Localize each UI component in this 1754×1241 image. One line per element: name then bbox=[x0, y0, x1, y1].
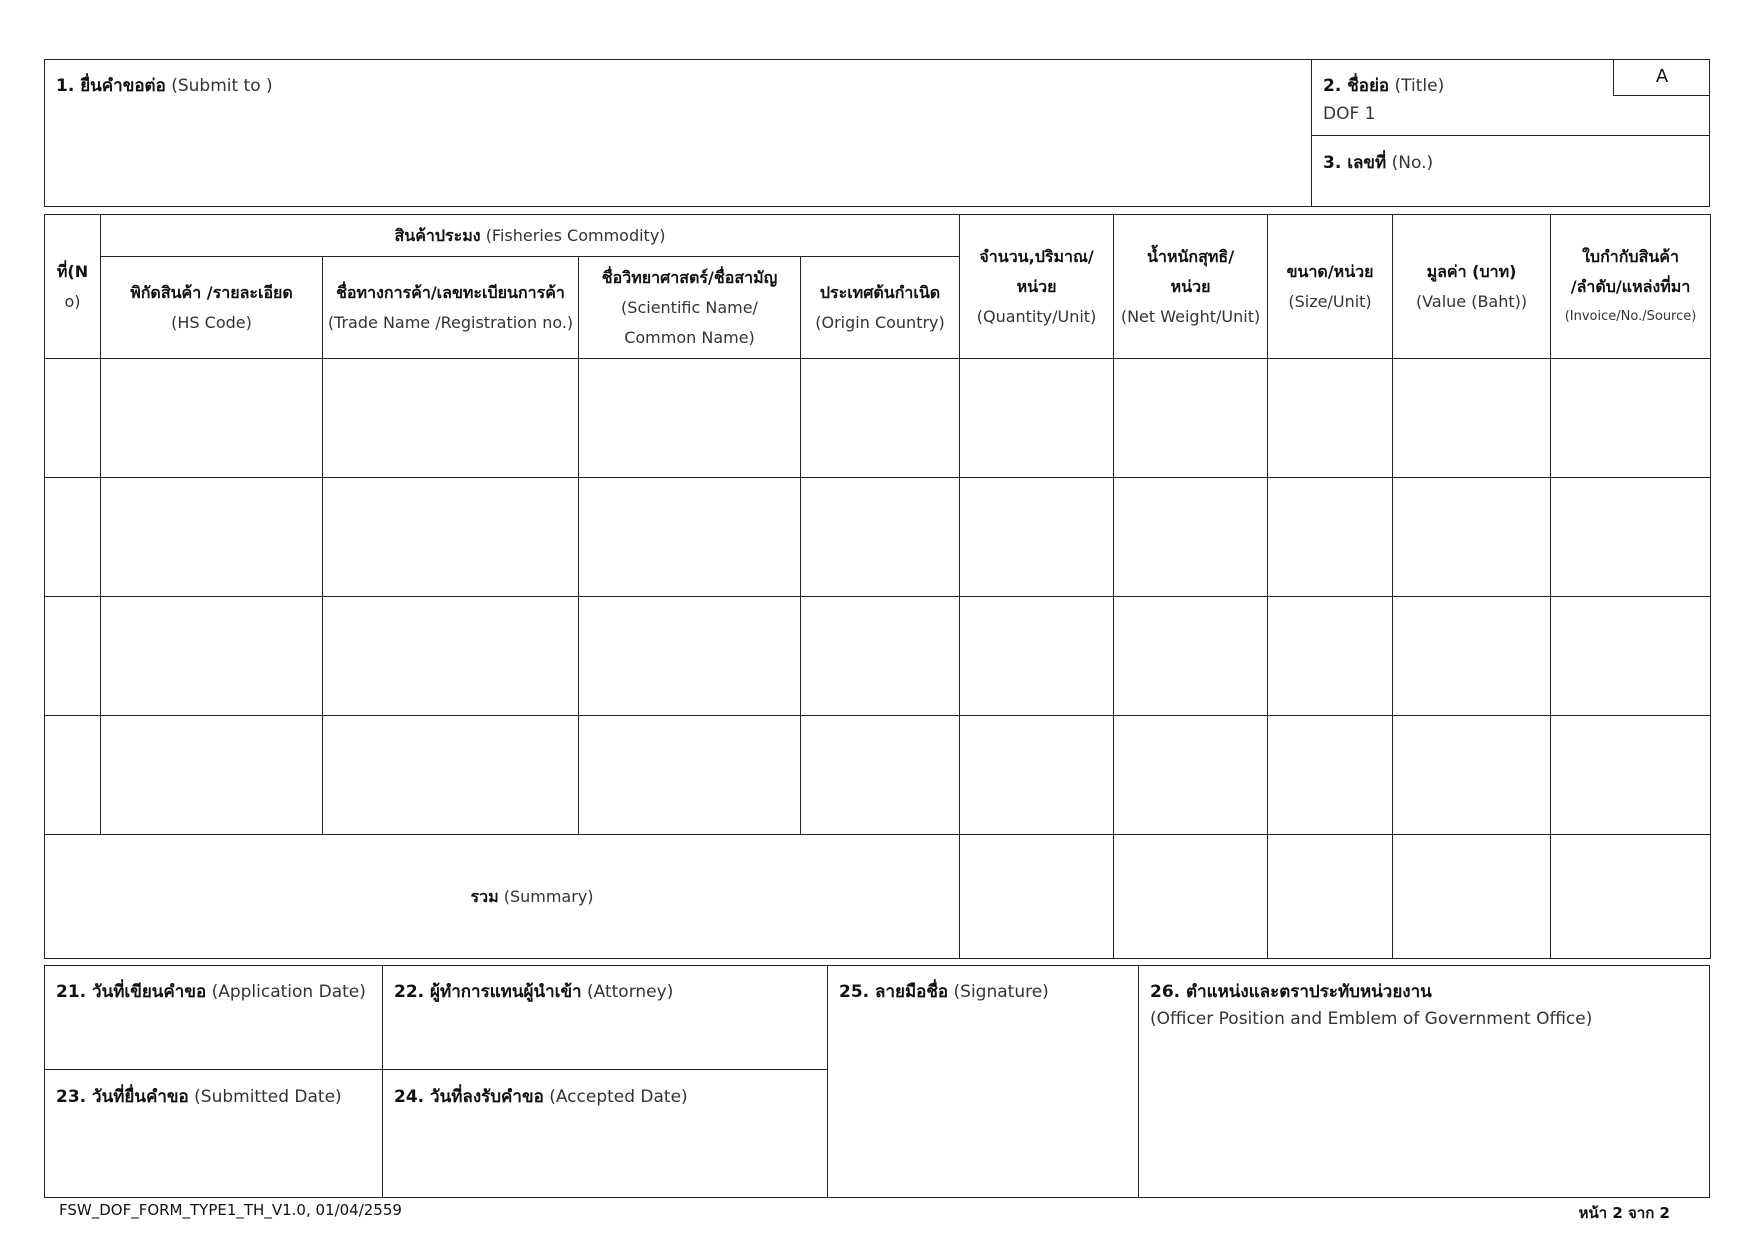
col-header-trade-name: ชื่อทางการค้า/เลขทะเบียนการค้า (Trade Name /Registration no.) bbox=[323, 257, 579, 359]
submitted-date-label: 23. วันที่ยื่นคำขอ bbox=[56, 1087, 189, 1107]
submitted-date-label-en: (Submitted Date) bbox=[194, 1087, 342, 1107]
cell-origin-country[interactable] bbox=[801, 359, 960, 478]
col-header-size: ขนาด/หน่วย (Size/Unit) bbox=[1268, 215, 1393, 359]
accepted-date-field[interactable] bbox=[394, 1083, 688, 1110]
summary-label-en: (Summary) bbox=[503, 886, 594, 906]
signature-label: 25. ลายมือชื่อ bbox=[839, 982, 949, 1002]
cell-invoice[interactable] bbox=[1551, 597, 1711, 716]
submitted-date-field[interactable] bbox=[56, 1083, 342, 1110]
col-header-value: มูลค่า (บาท) (Value (Baht)) bbox=[1393, 215, 1551, 359]
cell-no[interactable] bbox=[45, 597, 101, 716]
cell-origin-country[interactable] bbox=[801, 597, 960, 716]
cell-net-weight[interactable] bbox=[1114, 597, 1268, 716]
title-label-en: (Title) bbox=[1394, 76, 1445, 96]
cell-scientific-name[interactable] bbox=[579, 597, 801, 716]
bottom-divider-horizontal bbox=[44, 1069, 827, 1070]
summary-net-weight[interactable] bbox=[1114, 835, 1268, 959]
cell-invoice[interactable] bbox=[1551, 716, 1711, 835]
attorney-label-en: (Attorney) bbox=[587, 982, 674, 1002]
officer-label-en: (Officer Position and Emblem of Government Office) bbox=[1150, 1009, 1593, 1029]
cell-scientific-name[interactable] bbox=[579, 478, 801, 597]
cell-origin-country[interactable] bbox=[801, 478, 960, 597]
header-divider-horizontal bbox=[1311, 135, 1710, 136]
accepted-date-label-en: (Accepted Date) bbox=[549, 1087, 688, 1107]
title-tag-box bbox=[1613, 59, 1710, 96]
cell-size[interactable] bbox=[1268, 716, 1393, 835]
application-date-label-en: (Application Date) bbox=[211, 982, 366, 1002]
cell-net-weight[interactable] bbox=[1114, 359, 1268, 478]
col-header-hs-code: พิกัดสินค้า /รายละเอียด (HS Code) bbox=[101, 257, 323, 359]
signature-field[interactable] bbox=[839, 978, 1049, 1005]
summary-invoice[interactable] bbox=[1551, 835, 1711, 959]
number-label-en: (No.) bbox=[1391, 153, 1434, 173]
summary-label-cell bbox=[45, 835, 960, 959]
cell-trade-name[interactable] bbox=[323, 359, 579, 478]
number-label: 3. เลขที่ bbox=[1323, 153, 1387, 173]
title-field[interactable] bbox=[1323, 72, 1444, 99]
attorney-field[interactable] bbox=[394, 978, 673, 1005]
bottom-divider-3 bbox=[1138, 965, 1139, 1198]
accepted-date-label: 24. วันที่ลงรับคำขอ bbox=[394, 1087, 544, 1107]
cell-net-weight[interactable] bbox=[1114, 716, 1268, 835]
submit-to-label-en: (Submit to ) bbox=[171, 76, 273, 96]
header-divider-vertical bbox=[1311, 59, 1312, 207]
summary-size[interactable] bbox=[1268, 835, 1393, 959]
cell-hs-code[interactable] bbox=[101, 359, 323, 478]
cell-invoice[interactable] bbox=[1551, 359, 1711, 478]
cell-size[interactable] bbox=[1268, 478, 1393, 597]
cell-value[interactable] bbox=[1393, 597, 1551, 716]
number-field[interactable] bbox=[1323, 149, 1433, 176]
group-header-commodity: สินค้าประมง (Fisheries Commodity) bbox=[101, 215, 960, 257]
summary-label: รวม bbox=[470, 886, 499, 906]
cell-quantity[interactable] bbox=[960, 359, 1114, 478]
cell-quantity[interactable] bbox=[960, 716, 1114, 835]
table-row bbox=[45, 359, 1711, 478]
col-header-origin-country: ประเทศต้นกำเนิด (Origin Country) bbox=[801, 257, 960, 359]
summary-value[interactable] bbox=[1393, 835, 1551, 959]
bottom-divider-2 bbox=[827, 965, 828, 1198]
cell-net-weight[interactable] bbox=[1114, 478, 1268, 597]
title-label: 2. ชื่อย่อ bbox=[1323, 76, 1390, 96]
title-tag: A bbox=[1655, 66, 1669, 87]
form-version: FSW_DOF_FORM_TYPE1_TH_V1.0, 01/04/2559 bbox=[59, 1201, 402, 1219]
col-header-no: ที่(N o) bbox=[45, 215, 101, 359]
summary-row bbox=[45, 835, 1711, 959]
cell-trade-name[interactable] bbox=[323, 716, 579, 835]
col-header-net-weight: น้ำหนักสุทธิ/ หน่วย (Net Weight/Unit) bbox=[1114, 215, 1268, 359]
cell-invoice[interactable] bbox=[1551, 478, 1711, 597]
submit-to-label: 1. ยื่นคำขอต่อ bbox=[56, 76, 166, 96]
col-header-invoice: ใบกำกับสินค้า /ลำดับ/แหล่งที่มา (Invoice/No./Source) bbox=[1551, 215, 1711, 359]
bottom-divider-1 bbox=[382, 965, 383, 1198]
table-row bbox=[45, 716, 1711, 835]
signature-label-en: (Signature) bbox=[953, 982, 1049, 1002]
cell-trade-name[interactable] bbox=[323, 478, 579, 597]
officer-label: 26. ตำแหน่งและตราประทับหน่วยงาน bbox=[1150, 982, 1432, 1002]
application-date-field[interactable] bbox=[56, 978, 366, 1005]
col-header-quantity: จำนวน,ปริมาณ/ หน่วย (Quantity/Unit) bbox=[960, 215, 1114, 359]
attorney-label: 22. ผู้ทำการแทนผู้นำเข้า bbox=[394, 982, 582, 1002]
commodity-table bbox=[44, 214, 1711, 959]
cell-size[interactable] bbox=[1268, 597, 1393, 716]
cell-no[interactable] bbox=[45, 359, 101, 478]
table-row bbox=[45, 478, 1711, 597]
cell-hs-code[interactable] bbox=[101, 597, 323, 716]
header-block bbox=[44, 59, 1710, 207]
col-header-scientific-name: ชื่อวิทยาศาสตร์/ชื่อสามัญ (Scientific Name/ Common Name) bbox=[579, 257, 801, 359]
cell-value[interactable] bbox=[1393, 478, 1551, 597]
cell-scientific-name[interactable] bbox=[579, 359, 801, 478]
title-value: DOF 1 bbox=[1323, 104, 1376, 124]
table-row bbox=[45, 597, 1711, 716]
cell-value[interactable] bbox=[1393, 359, 1551, 478]
application-date-label: 21. วันที่เขียนคำขอ bbox=[56, 982, 207, 1002]
cell-trade-name[interactable] bbox=[323, 597, 579, 716]
cell-value[interactable] bbox=[1393, 716, 1551, 835]
cell-no[interactable] bbox=[45, 716, 101, 835]
cell-hs-code[interactable] bbox=[101, 478, 323, 597]
summary-quantity[interactable] bbox=[960, 835, 1114, 959]
cell-size[interactable] bbox=[1268, 359, 1393, 478]
cell-quantity[interactable] bbox=[960, 478, 1114, 597]
page-number: หน้า 2 จาก 2 bbox=[1578, 1204, 1670, 1222]
officer-field[interactable] bbox=[1150, 978, 1432, 1005]
cell-no[interactable] bbox=[45, 478, 101, 597]
cell-quantity[interactable] bbox=[960, 597, 1114, 716]
submit-to-field[interactable] bbox=[56, 72, 273, 99]
cell-origin-country[interactable] bbox=[801, 716, 960, 835]
cell-hs-code[interactable] bbox=[101, 716, 323, 835]
cell-scientific-name[interactable] bbox=[579, 716, 801, 835]
